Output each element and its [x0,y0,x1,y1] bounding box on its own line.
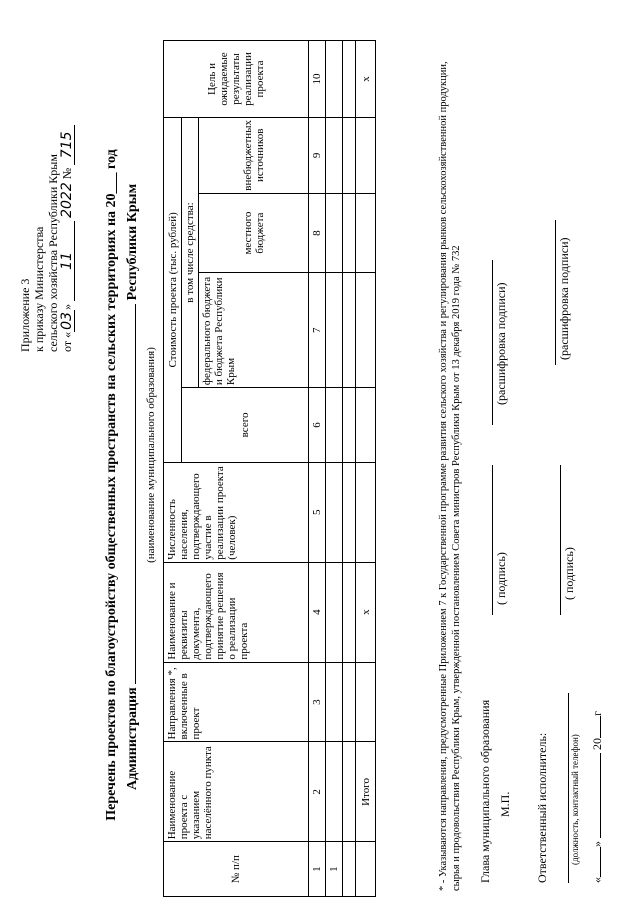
header-name: Наименование проекта с указанием населённого пункта [164,742,309,842]
table-row [343,41,356,897]
col-number-cell: 7 [309,273,326,388]
row-index: 1 [326,842,343,897]
table-row-numbers [309,41,326,897]
col-number-cell: 8 [309,193,326,273]
total-x-cell: х [356,41,376,118]
total-label: Итого [356,742,376,842]
appendix-date: от «03» 11 2022 № 715 [60,62,75,352]
header-local: местного бюджета [199,193,309,273]
col-number-cell: 5 [309,462,326,562]
executor-position-hint: (должность, контактный телефон) [570,734,580,865]
admin-hint: (наименование муниципального образования) [145,347,157,563]
total-x-cell: х [356,562,376,662]
date-line: «» 20г [590,711,604,883]
appendix-line1: Приложение 3 [18,278,32,352]
header-goal: Цель и ожидаемые результаты реализации проекта [164,41,309,118]
header-document: Наименование и реквизиты документа, подтверждающего принятие решения о реализации проекта [164,562,309,662]
col-number-cell: 10 [309,41,326,118]
document-title: Перечень проектов по благоустройству общественных пространств на сельских территориях на 20___ год [104,149,119,821]
header-num: № п/п [164,842,309,897]
head-decoding-line [492,260,493,425]
executor-decoding-line [555,220,556,365]
admin-blank [135,304,136,684]
appendix-year: 2022 [59,182,75,218]
head-label: Глава муниципального образования [478,699,492,883]
executor-label: Ответственный исполнитель: [535,732,549,883]
header-cost: Стоимость проекта (тыс. рублей) [164,117,182,462]
col-number-cell: 3 [309,662,326,742]
head-signature-line [492,465,493,615]
appendix-day: 03 [60,310,75,332]
header-extra: внебюджетных источников [199,117,309,193]
appendix-line2: к приказу Министерства [32,226,46,352]
header-direction: Направления *, включенные в проект [164,662,309,742]
executor-signature-line [560,465,561,615]
col-number-cell: 2 [309,742,326,842]
appendix-block [18,62,75,352]
head-signature-hint: ( подпись) [494,552,508,605]
header-total: всего [182,388,309,463]
footnote: * - Указываются направления, предусмотренные Приложением 7 к Государственной программе развития сельского хозяйства и регулирования рынков сельскохозяйственной продукции, сырья и продовольствия Республики Крым, утвержденной постановлением Совета министров Республики Крым от 13 декабря 2019 года № 732 [438,61,462,891]
header-including: в том числе средства: [182,117,199,387]
head-decoding-hint: (расшифровка подписи) [494,282,508,405]
admin-line: Администрация Республики Крым [125,183,140,790]
appendix-month: 11 [60,221,75,301]
col-number-cell: 1 [309,842,326,897]
col-number-cell: 9 [309,117,326,193]
col-number-cell: 6 [309,388,326,463]
executor-decoding-hint: (расшифровка подписи) [557,237,571,360]
header-population: Численность населения, подтверждающего участие в реализации проекта (человек) [164,462,309,562]
projects-table [163,40,376,897]
executor-signature-hint: ( подпись) [562,547,576,600]
appendix-line3: сельского хозяйства Республики Крым [46,154,60,352]
col-number-cell: 4 [309,562,326,662]
header-federal: федерального бюджета и бюджета Республики Крым [199,273,309,388]
executor-position-line [568,693,569,883]
table-row-total [356,41,376,897]
appendix-number: 715 [60,125,75,165]
table-row [326,41,343,897]
stamp-label: М.П. [498,791,512,817]
